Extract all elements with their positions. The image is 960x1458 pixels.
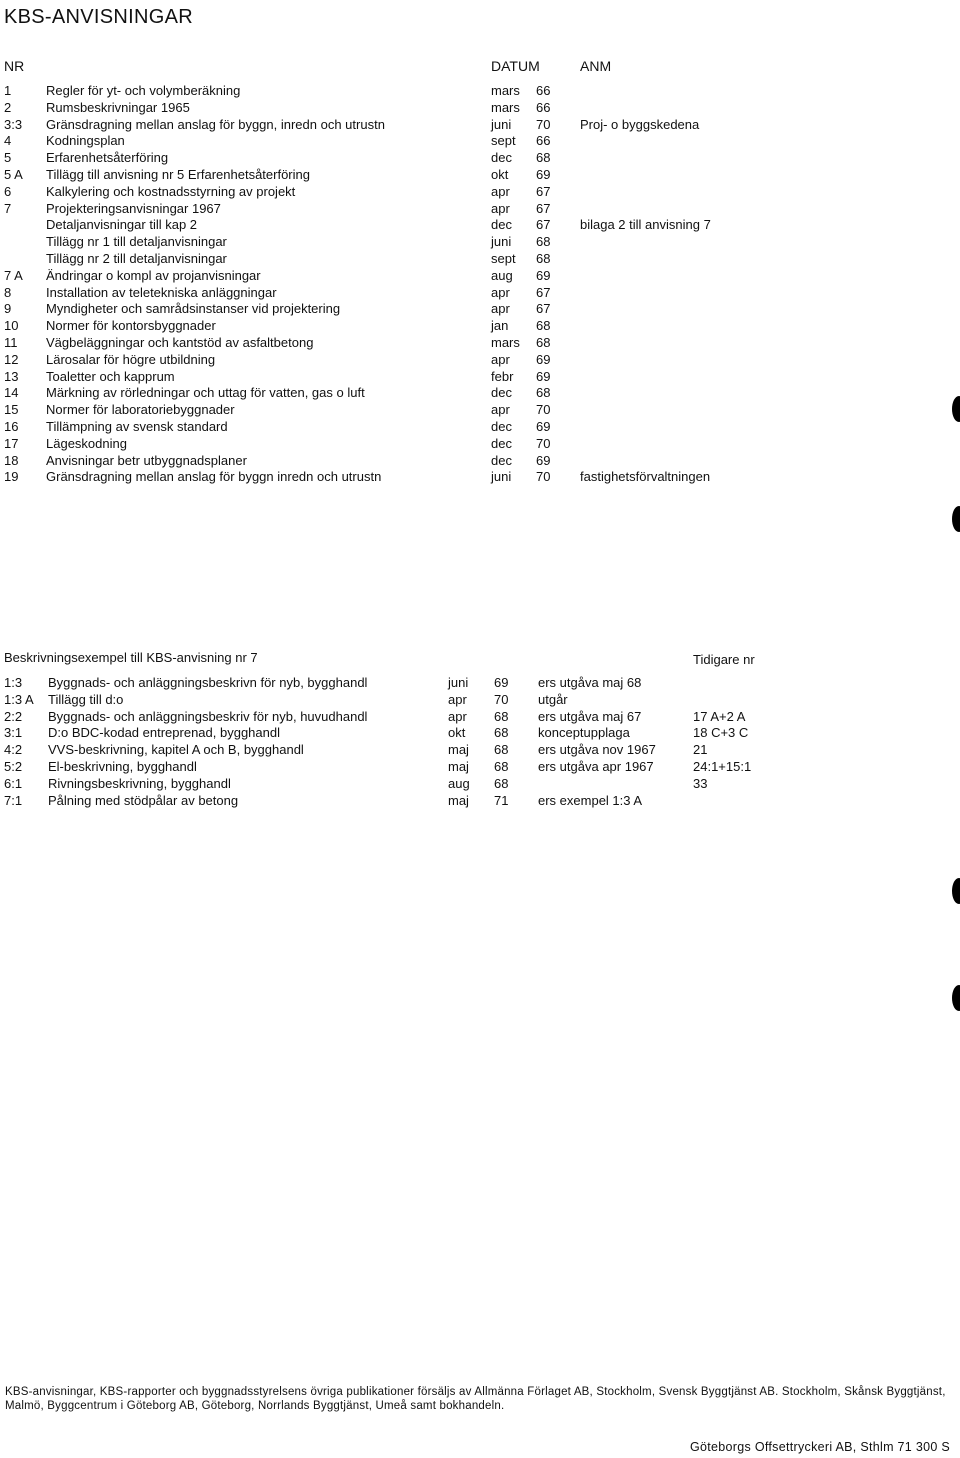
item-note: ers utgåva nov 1967 <box>538 742 656 758</box>
row-title: Gränsdragning mellan anslag för byggn inredn och utrustn <box>46 469 382 485</box>
table-row <box>0 436 960 453</box>
row-title: Tillägg till anvisning nr 5 Erfarenhetsåterföring <box>46 167 310 182</box>
item-prev-nr: 21 <box>693 742 708 758</box>
row-month: jan <box>491 318 509 334</box>
row-title: Normer för kontorsbyggnader <box>46 318 216 334</box>
row-month: apr <box>491 284 510 300</box>
row-nr: 8 <box>4 284 12 300</box>
item-title: Pålning med stödpålar av betong <box>48 792 239 808</box>
row-month: juni <box>491 234 512 250</box>
table-row <box>0 352 960 369</box>
footer-text: KBS-anvisningar, KBS-rapporter och byggnadsstyrelsens övriga publikationer försäljs av Allmänna Förlaget AB, Stockholm, Svensk Byggtjänst AB. Stockholm, Skånsk Byggtjänst, Malmö, Byggcentrum i Göteborg AB, Göteborg, Norrlands Byggtjänst, Umeå samt bokhandeln. <box>5 1386 946 1412</box>
row-year: 67 <box>536 200 551 216</box>
table-row <box>0 83 960 100</box>
row-month: dec <box>491 435 512 451</box>
row-nr: 13 <box>4 368 19 384</box>
item-nr: 6:1 <box>4 775 23 791</box>
row-nr: 5 <box>4 150 12 166</box>
row-year: 68 <box>536 150 551 166</box>
row-anm: bilaga 2 till anvisning 7 <box>580 217 711 233</box>
item-note: konceptupplaga <box>538 725 630 741</box>
list-item <box>0 776 960 793</box>
row-nr: 15 <box>4 402 19 418</box>
printer-line: Göteborgs Offsettryckeri AB, Sthlm 71 300 S <box>689 1440 950 1454</box>
row-month: juni <box>491 469 512 485</box>
binding-hole-mark <box>952 506 960 532</box>
row-month: dec <box>491 452 512 468</box>
row-title: Erfarenhetsåterföring <box>46 150 169 166</box>
item-nr: 5:2 <box>4 759 23 774</box>
row-month: mars <box>491 99 520 115</box>
item-title: Byggnads- och anläggningsbeskriv för nyb, huvudhandl <box>48 708 368 724</box>
binding-hole-mark <box>952 985 960 1011</box>
row-year: 66 <box>536 99 551 115</box>
item-year: 69 <box>494 675 509 690</box>
header-anm: ANM <box>580 58 612 74</box>
row-year: 69 <box>536 368 551 384</box>
page-title: KBS-ANVISNINGAR <box>4 6 193 28</box>
row-year: 66 <box>536 83 551 98</box>
row-year: 67 <box>536 284 551 300</box>
row-year: 68 <box>536 234 551 250</box>
item-year: 68 <box>494 775 509 791</box>
row-month: sept <box>491 133 516 149</box>
row-month: apr <box>491 402 510 418</box>
row-title: Regler för yt- och volymberäkning <box>46 83 241 98</box>
item-month: apr <box>448 691 467 707</box>
row-month: mars <box>491 335 520 350</box>
row-title: Rumsbeskrivningar 1965 <box>46 99 190 115</box>
table-row <box>0 419 960 436</box>
item-prev-nr: 24:1+15:1 <box>693 759 752 774</box>
row-year: 70 <box>536 469 551 485</box>
row-year: 69 <box>536 351 551 367</box>
item-year: 70 <box>494 691 509 707</box>
item-year: 68 <box>494 759 509 774</box>
row-year: 67 <box>536 301 551 317</box>
row-title: Toaletter och kapprum <box>46 368 175 384</box>
list-item <box>0 759 960 776</box>
row-nr: 4 <box>4 133 12 149</box>
row-month: okt <box>491 167 509 182</box>
row-title: Kodningsplan <box>46 133 125 149</box>
table-row <box>0 335 960 352</box>
section2-heading: Beskrivningsexempel till KBS-anvisning nr 7 <box>4 650 258 665</box>
row-nr: 3:3 <box>4 116 23 132</box>
binding-hole-mark <box>952 878 960 904</box>
row-nr: 18 <box>4 452 19 468</box>
row-nr: 9 <box>4 301 12 317</box>
row-title: Kalkylering och kostnadsstyrning av projekt <box>46 183 296 199</box>
row-title: Anvisningar betr utbyggnadsplaner <box>46 452 247 468</box>
row-nr: 12 <box>4 351 19 367</box>
table-row <box>0 167 960 184</box>
binding-hole-mark <box>952 396 960 422</box>
row-year: 67 <box>536 217 551 233</box>
table-row <box>0 133 960 150</box>
list-item <box>0 742 960 759</box>
item-prev-nr: 33 <box>693 775 708 791</box>
row-year: 69 <box>536 267 551 283</box>
row-year: 66 <box>536 133 551 149</box>
row-month: sept <box>491 251 516 266</box>
row-nr: 19 <box>4 469 19 485</box>
list-item <box>0 709 960 726</box>
row-nr: 10 <box>4 318 19 334</box>
item-prev-nr: 17 A+2 A <box>693 708 746 724</box>
row-year: 70 <box>536 402 551 418</box>
item-title: Rivningsbeskrivning, bygghandl <box>48 775 231 791</box>
row-month: apr <box>491 351 510 367</box>
row-year: 68 <box>536 335 551 350</box>
table-row <box>0 385 960 402</box>
row-year: 69 <box>536 167 551 182</box>
item-nr: 1:3 <box>4 675 23 690</box>
row-title: Tillägg nr 2 till detaljanvisningar <box>46 251 227 266</box>
item-note: ers utgåva apr 1967 <box>538 759 654 774</box>
row-nr: 2 <box>4 99 12 115</box>
item-title: VVS-beskrivning, kapitel A och B, bygghandl <box>48 742 304 758</box>
table-row <box>0 100 960 117</box>
row-month: dec <box>491 150 512 166</box>
row-title: Gränsdragning mellan anslag för byggn, inredn och utrustn <box>46 116 385 132</box>
header-datum: DATUM <box>491 58 540 74</box>
table-row <box>0 150 960 167</box>
row-title: Tillägg nr 1 till detaljanvisningar <box>46 234 227 250</box>
item-title: Tillägg till d:o <box>48 691 124 707</box>
row-year: 67 <box>536 183 551 199</box>
row-year: 68 <box>536 385 551 401</box>
row-nr: 1 <box>4 83 12 98</box>
list-item <box>0 793 960 810</box>
table-row <box>0 318 960 335</box>
table-row <box>0 201 960 218</box>
table-row <box>0 117 960 134</box>
item-prev-nr: 18 C+3 C <box>693 725 749 741</box>
row-year: 70 <box>536 116 551 132</box>
table-row <box>0 217 960 234</box>
item-year: 68 <box>494 742 509 758</box>
row-title: Lägeskodning <box>46 435 127 451</box>
row-anm: fastighetsförvaltningen <box>580 469 711 485</box>
row-month: febr <box>491 368 514 384</box>
row-year: 69 <box>536 452 551 468</box>
row-title: Detaljanvisningar till kap 2 <box>46 217 198 233</box>
row-title: Tillämpning av svensk standard <box>46 419 228 434</box>
item-month: apr <box>448 708 467 724</box>
item-month: aug <box>448 775 470 791</box>
table-row <box>0 402 960 419</box>
row-month: dec <box>491 217 512 233</box>
table-row <box>0 268 960 285</box>
item-note: ers utgåva maj 67 <box>538 708 642 724</box>
item-nr: 7:1 <box>4 792 23 808</box>
row-year: 68 <box>536 251 551 266</box>
row-month: dec <box>491 385 512 401</box>
row-year: 70 <box>536 435 551 451</box>
table-row <box>0 184 960 201</box>
row-nr: 16 <box>4 419 19 434</box>
table-row <box>0 234 960 251</box>
item-title: D:o BDC-kodad entreprenad, bygghandl <box>48 725 280 741</box>
table-row <box>0 285 960 302</box>
list-item <box>0 692 960 709</box>
item-year: 68 <box>494 725 509 741</box>
item-nr: 2:2 <box>4 708 23 724</box>
item-title: El-beskrivning, bygghandl <box>48 759 197 774</box>
row-month: mars <box>491 83 520 98</box>
row-title: Myndigheter och samrådsinstanser vid projektering <box>46 301 341 317</box>
table-row <box>0 301 960 318</box>
item-note: utgår <box>538 691 568 707</box>
row-month: apr <box>491 200 510 216</box>
row-month: apr <box>491 301 510 317</box>
item-month: maj <box>448 759 469 774</box>
item-nr: 1:3 A <box>4 691 34 707</box>
row-title: Ändringar o kompl av projanvisningar <box>46 267 261 283</box>
row-month: aug <box>491 267 513 283</box>
row-year: 69 <box>536 419 551 434</box>
row-nr: 17 <box>4 435 19 451</box>
row-month: dec <box>491 419 512 434</box>
item-nr: 3:1 <box>4 725 23 741</box>
table-row <box>0 469 960 486</box>
header-nr: NR <box>4 58 25 74</box>
item-year: 68 <box>494 708 509 724</box>
item-nr: 4:2 <box>4 742 23 758</box>
table-row <box>0 369 960 386</box>
item-title: Byggnads- och anläggningsbeskrivn för nyb, bygghandl <box>48 675 368 690</box>
item-month: okt <box>448 725 466 741</box>
item-month: juni <box>448 675 469 690</box>
row-year: 68 <box>536 318 551 334</box>
row-title: Projekteringsanvisningar 1967 <box>46 200 221 216</box>
row-nr: 7 <box>4 200 12 216</box>
row-title: Vägbeläggningar och kantstöd av asfaltbetong <box>46 335 314 350</box>
row-month: juni <box>491 116 512 132</box>
item-note: ers exempel 1:3 A <box>538 792 643 808</box>
row-nr: 7 A <box>4 267 23 283</box>
item-year: 71 <box>494 792 509 808</box>
list-item <box>0 675 960 692</box>
row-month: apr <box>491 183 510 199</box>
row-title: Lärosalar för högre utbildning <box>46 351 216 367</box>
row-nr: 14 <box>4 385 19 401</box>
item-month: maj <box>448 742 469 758</box>
row-nr: 11 <box>4 335 18 350</box>
table-row <box>0 453 960 470</box>
header-tidigare-nr: Tidigare nr <box>693 652 755 667</box>
item-note: ers utgåva maj 68 <box>538 675 642 690</box>
row-title: Normer för laboratoriebyggnader <box>46 402 235 418</box>
table-row <box>0 251 960 268</box>
row-nr: 6 <box>4 183 12 199</box>
list-item <box>0 725 960 742</box>
item-month: maj <box>448 792 469 808</box>
row-nr: 5 A <box>4 167 23 182</box>
row-title: Installation av teletekniska anläggningar <box>46 284 277 300</box>
row-anm: Proj- o byggskedena <box>580 116 700 132</box>
row-title: Märkning av rörledningar och uttag för vatten, gas o luft <box>46 385 365 401</box>
